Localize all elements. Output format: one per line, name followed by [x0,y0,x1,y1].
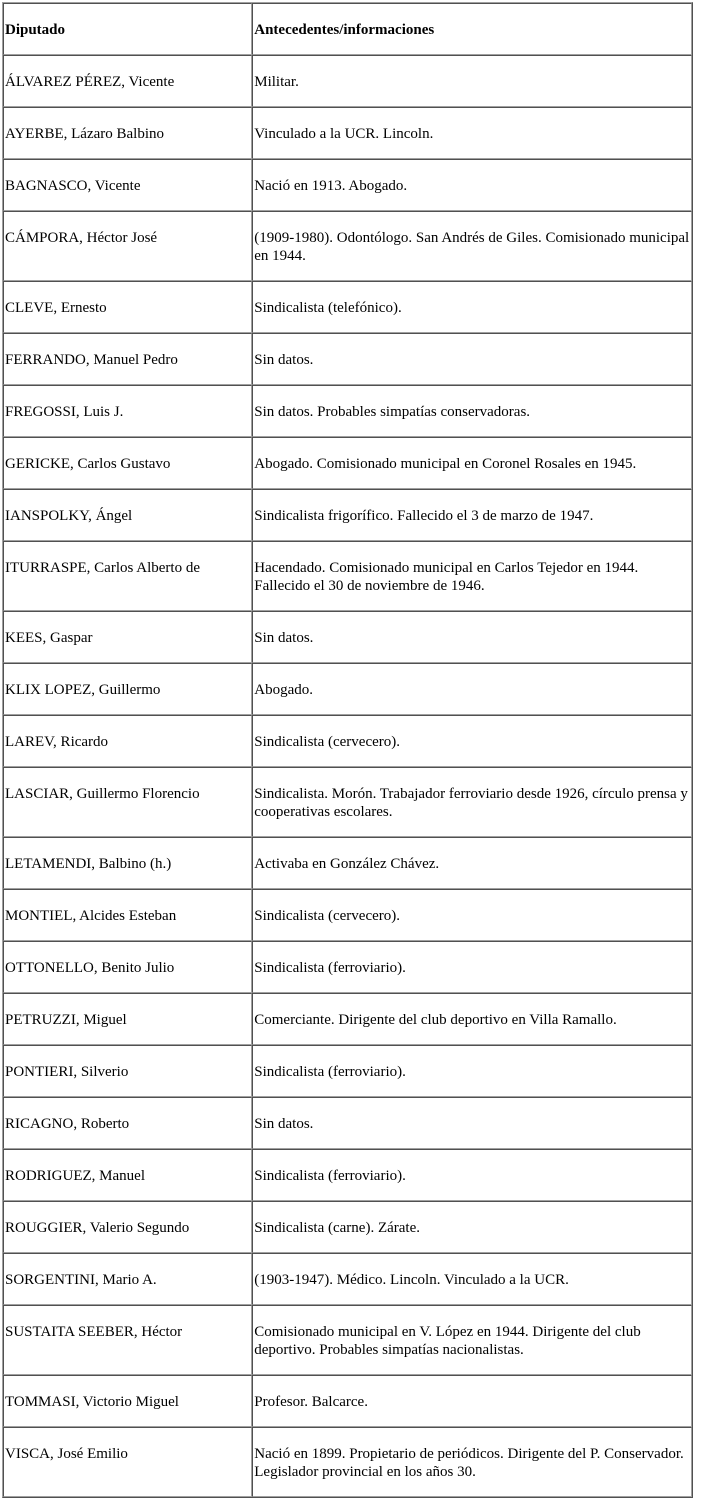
row-info: Sindicalista frigorífico. Fallecido el 3 de marzo de 1947. [252,489,692,541]
table-row [3,889,692,941]
table-header-row [3,3,692,55]
row-info: Abogado. [252,663,692,715]
table-row [3,993,692,1045]
row-name: BAGNASCO, Vicente [3,159,252,211]
row-name: KEES, Gaspar [3,611,252,663]
table-row [3,333,692,385]
table-row [3,55,692,107]
row-info: Sin datos. Probables simpatías conservadoras. [252,385,692,437]
table-row [3,1097,692,1149]
row-info: Hacendado. Comisionado municipal en Carlos Tejedor en 1944. Fallecido el 30 de noviembre de 1946. [252,541,692,611]
row-name: MONTIEL, Alcides Esteban [3,889,252,941]
row-name: SORGENTINI, Mario A. [3,1253,252,1305]
row-name: VISCA, José Emilio [3,1427,252,1497]
row-info: Nació en 1899. Propietario de periódicos. Dirigente del P. Conservador. Legislador provincial en los años 30. [252,1427,692,1497]
table-row [3,437,692,489]
table-row [3,611,692,663]
row-name: PONTIERI, Silverio [3,1045,252,1097]
row-info: (1903-1947). Médico. Lincoln. Vinculado a la UCR. [252,1253,692,1305]
row-info: Nació en 1913. Abogado. [252,159,692,211]
row-name: IANSPOLKY, Ángel [3,489,252,541]
table-row [3,767,692,837]
row-info: Sindicalista (telefónico). [252,281,692,333]
table-row [3,281,692,333]
header-diputado: Diputado [3,3,252,55]
row-name: GERICKE, Carlos Gustavo [3,437,252,489]
header-antecedentes: Antecedentes/informaciones [252,3,692,55]
row-info: Comerciante. Dirigente del club deportivo en Villa Ramallo. [252,993,692,1045]
row-name: LETAMENDI, Balbino (h.) [3,837,252,889]
row-info: Activaba en González Chávez. [252,837,692,889]
row-name: CLEVE, Ernesto [3,281,252,333]
row-info: Sin datos. [252,611,692,663]
row-info: Militar. [252,55,692,107]
row-info: Sin datos. [252,1097,692,1149]
table-row [3,663,692,715]
row-info: Profesor. Balcarce. [252,1375,692,1427]
row-name: TOMMASI, Victorio Miguel [3,1375,252,1427]
row-name: ROUGGIER, Valerio Segundo [3,1201,252,1253]
table-row [3,385,692,437]
table-row [3,211,692,281]
row-name: PETRUZZI, Miguel [3,993,252,1045]
row-info: (1909-1980). Odontólogo. San Andrés de Giles. Comisionado municipal en 1944. [252,211,692,281]
table-row [3,1253,692,1305]
row-info: Sindicalista (ferroviario). [252,941,692,993]
table-row [3,837,692,889]
row-name: KLIX LOPEZ, Guillermo [3,663,252,715]
row-info: Sindicalista. Morón. Trabajador ferroviario desde 1926, círculo prensa y cooperativas escolares. [252,767,692,837]
row-name: CÁMPORA, Héctor José [3,211,252,281]
row-name: RICAGNO, Roberto [3,1097,252,1149]
row-info: Sindicalista (cervecero). [252,889,692,941]
diputados-table [2,2,693,1498]
table-row [3,107,692,159]
table-row [3,1149,692,1201]
table-row [3,1201,692,1253]
row-name: SUSTAITA SEEBER, Héctor [3,1305,252,1375]
row-info: Vinculado a la UCR. Lincoln. [252,107,692,159]
table-row [3,1375,692,1427]
row-name: FREGOSSI, Luis J. [3,385,252,437]
table-row [3,1427,692,1497]
row-info: Abogado. Comisionado municipal en Coronel Rosales en 1945. [252,437,692,489]
table-row [3,1045,692,1097]
table-row [3,541,692,611]
row-name: RODRIGUEZ, Manuel [3,1149,252,1201]
row-name: ITURRASPE, Carlos Alberto de [3,541,252,611]
table-row [3,489,692,541]
table-row [3,941,692,993]
row-name: FERRANDO, Manuel Pedro [3,333,252,385]
row-info: Sin datos. [252,333,692,385]
row-name: ÁLVAREZ PÉREZ, Vicente [3,55,252,107]
row-info: Sindicalista (cervecero). [252,715,692,767]
row-info: Sindicalista (ferroviario). [252,1149,692,1201]
table-row [3,1305,692,1375]
row-info: Sindicalista (ferroviario). [252,1045,692,1097]
table-row [3,159,692,211]
row-name: OTTONELLO, Benito Julio [3,941,252,993]
row-name: LASCIAR, Guillermo Florencio [3,767,252,837]
row-info: Comisionado municipal en V. López en 1944. Dirigente del club deportivo. Probables simpatías nacionalistas. [252,1305,692,1375]
table-row [3,715,692,767]
row-name: LAREV, Ricardo [3,715,252,767]
row-name: AYERBE, Lázaro Balbino [3,107,252,159]
row-info: Sindicalista (carne). Zárate. [252,1201,692,1253]
